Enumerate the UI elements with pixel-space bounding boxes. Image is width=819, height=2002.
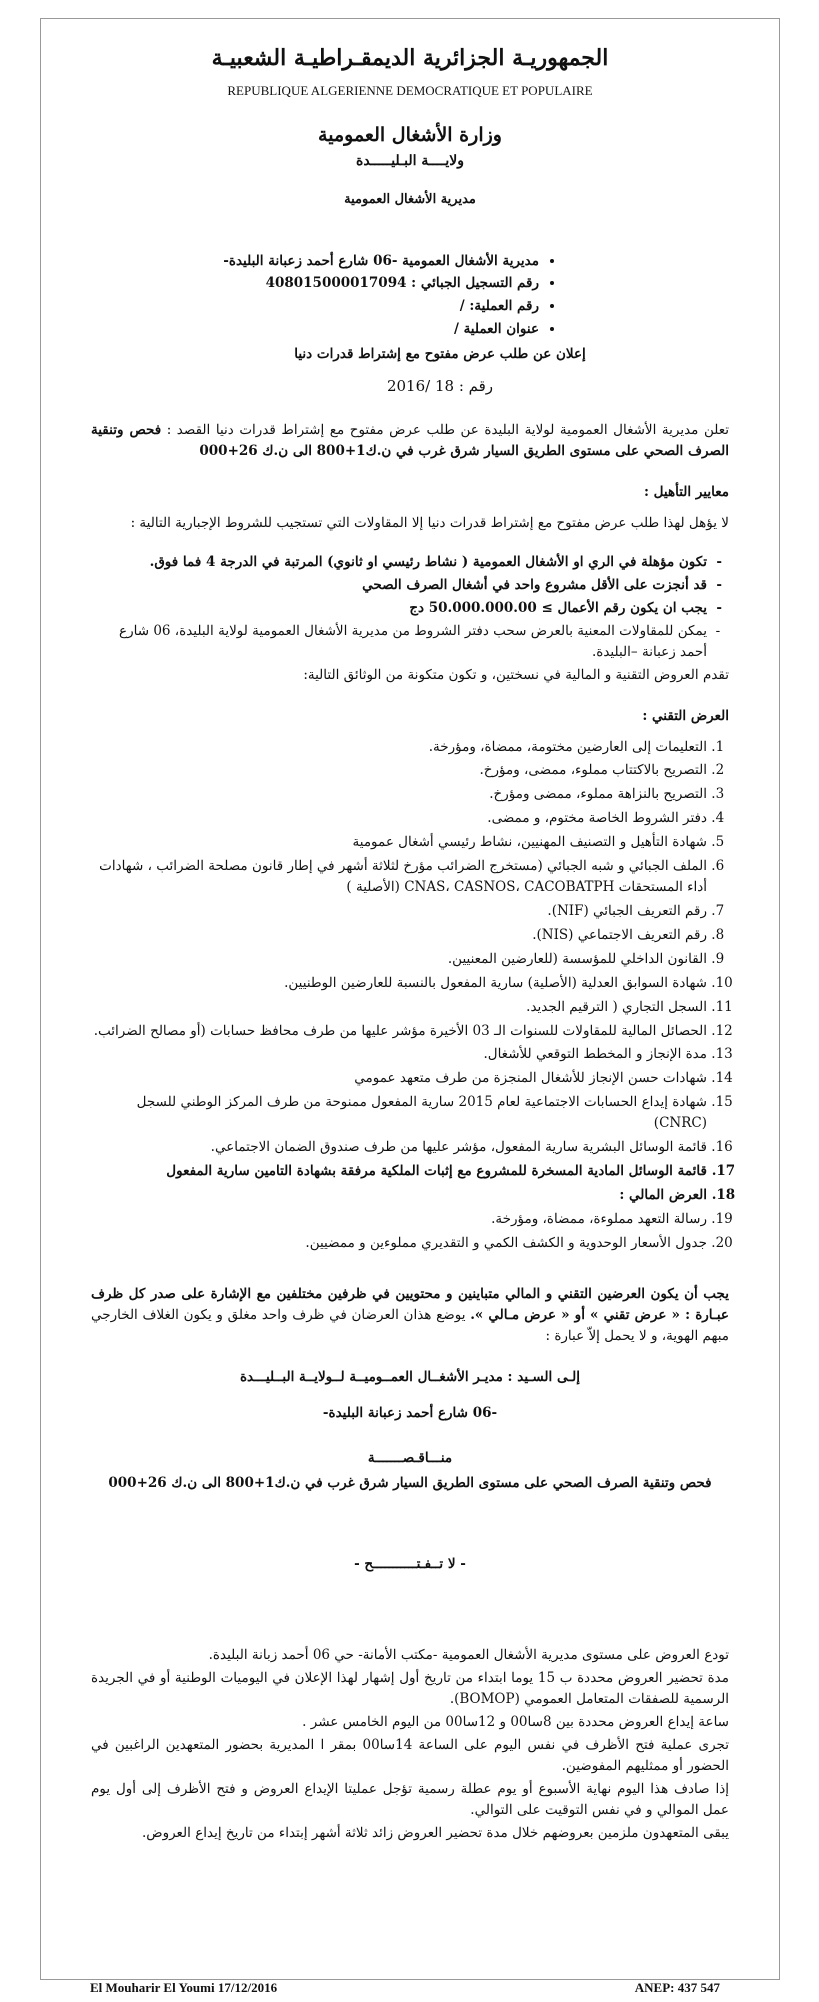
newspaper-date: El Mouharir El Youmi 17/12/2016 [90, 1980, 278, 1995]
criteria-list [91, 552, 729, 663]
technical-title: العرض التقني : [642, 707, 729, 724]
criteria-item: - تكون مؤهلة في الري او الأشغال العمومية ( نشاط رئيسي او ثانوي) المرتبة في الدرجة 4 فما فوق. [91, 552, 707, 573]
doc-item: 6. الملف الجبائي و شبه الجبائي (مستخرج الضرائب مؤرخ لثلاثة أشهر في إطار قانون مصلحة الضرائب ، شهادات أداء المستحقات CNAS، CASNOS، CACOBATPH (الأصلية ) [91, 856, 707, 898]
closing-notes [91, 1645, 729, 1843]
ministry-title: وزارة الأشغال العمومية [318, 124, 502, 147]
doc-item: 17. قائمة الوسائل المادية المسخرة للمشروع مع إثبات الملكية مرفقة بشهادة التامين سارية المفعول [91, 1161, 707, 1182]
anep-number: ANEP: 437 547 [634, 1980, 720, 1995]
doc-item: 16. قائمة الوسائل البشرية سارية المفعول، مؤشر عليها من طرف صندوق الضمان الاجتماعي. [91, 1137, 707, 1158]
doc-item: 15. شهادة إيداع الحسابات الاجتماعية لعام 2015 سارية المفعول ممنوحة من طرف المركز الوطني للسجل (CNRC) [91, 1092, 707, 1134]
doc-item: 20. جدول الأسعار الوحدوية و الكشف الكمي و التقديري مملوءين و ممضيين. [91, 1233, 707, 1254]
wilaya-title: ولايــــة البـليـــــدة [356, 152, 464, 169]
doc-item: 3. التصريح بالنزاهة مملوء، ممضى ومؤرخ. [91, 784, 707, 805]
closing-line: إذا صادف هذا اليوم نهاية الأسبوع أو يوم عطلة رسمية تؤجل عمليتا الإيداع العروض و فتح الأظرف إلى أول يوم عمل الموالي و في نفس التوقيت على التوالي. [91, 1780, 729, 1818]
closing-line: ساعة إيداع العروض محددة بين 8سا00 و 12سا00 من اليوم الخامس عشر . [302, 1713, 729, 1730]
announcement-page [40, 18, 780, 1980]
intro-subject: فحص وتنقية الصرف الصحي على مستوى الطريق السيار شرق غرب في ن.ك1+800 الى ن.ك 26+000 [91, 422, 729, 460]
closing-line: يبقى المتعهدون ملزمين بعروضهم خلال مدة تحضير العروض زائد ثلاثة أشهر إبتداء من تاريخ إيداع العروض. [141, 1824, 729, 1841]
criteria-item: - قد أنجزت على الأقل مشروع واحد في أشغال الصرف الصحي [91, 575, 707, 596]
doc-item: 11. السجل التجاري ( الترقيم الجديد. [91, 997, 707, 1018]
financial-offer-title: 18. العرض المالي : [91, 1185, 707, 1206]
doc-item: 7. رقم التعريف الجبائي (NIF). [91, 901, 707, 922]
republic-french: REPUBLIQUE ALGERIENNE DEMOCRATIQUE ET POPULAIRE [227, 83, 593, 99]
doc-item: 4. دفتر الشروط الخاصة مختوم، و ممضى. [91, 808, 707, 829]
doc-item: 5. شهادة التأهيل و التصنيف المهنيين، نشاط رئيسي أشغال عمومية [91, 832, 707, 853]
directorate-title: مديرية الأشغال العمومية [344, 192, 476, 208]
doc-item: 14. شهادات حسن الإنجاز للأشغال المنجزة من طرف متعهد عمومي [91, 1068, 707, 1089]
info-tax-number: • رقم التسجيل الجبائي : 408015000017094 [91, 273, 539, 294]
doc-item: 2. التصريح بالاكتتاب مملوء، ممضى، ومؤرخ. [91, 760, 707, 781]
criteria-after: تقدم العروض التقنية و المالية في نسختين، و تكون متكونة من الوثائق التالية: [303, 666, 729, 683]
criteria-lead: لا يؤهل لهذا طلب عرض مفتوح مع إشتراط قدرات دنيا إلا المقاولات التي تستجيب للشروط الإجبارية التالية : [130, 515, 729, 532]
closing-line: تودع العروض على مستوى مديرية الأشغال العمومية -مكتب الأمانة- حي 06 أحمد زبانة البليدة. [208, 1647, 729, 1664]
info-operation-title: • عنوان العملية / [91, 319, 539, 340]
closing-line: تجرى عملية فتح الأظرف في نفس اليوم على الساعة 14سا00 بمقر ا المديرية بحضور المتعهدين الراغبين في الحضور أو ممثليهم المفوضين. [91, 1736, 730, 1774]
info-operation-number: • رقم العملية: / [91, 296, 539, 317]
announcement-number: رقم : 18 /2016 [386, 377, 494, 396]
doc-item: 13. مدة الإنجاز و المخطط التوقعي للأشغال. [91, 1044, 707, 1065]
envelope-instructions [91, 1284, 729, 1347]
technical-list [91, 737, 729, 1254]
address-street: -06 شارع أحمد زعبانة البليدة- [322, 1405, 498, 1422]
doc-item: 10. شهادة السوابق العدلية (الأصلية) سارية المفعول بالنسبة للعارضين الوطنيين. [91, 973, 707, 994]
footer [40, 1980, 780, 1998]
criteria-item: - يمكن للمقاولات المعنية بالعرض سحب دفتر الشروط من مديرية الأشغال العمومية لولاية البليدة، 06 شارع أحمد زعبانة –البليدة. [91, 621, 707, 663]
envelope-bold: يجب أن يكون العرضين التقني و المالي متباينين و محتويين في ظرفين مختلفين مع الإشارة على صدر كل ظرف عبـارة : « عرض تقني » أو « عرض مـالي ». [91, 1285, 729, 1323]
address-recipient: إلـى السـيد : مديـر الأشغــال العمــوميــة لــولايــة البــليـــدة [239, 1368, 581, 1385]
intro-text: تعلن مديرية الأشغال العمومية لولاية البليدة عن طلب عرض مفتوح مع إشتراط قدرات دنيا القصد : [161, 422, 729, 439]
info-list [91, 251, 729, 341]
criteria-item: - يجب ان يكون رقم الأعمال ≥ 50.000.000.00 دج [91, 598, 707, 619]
tender-subject: فحص وتنقية الصرف الصحي على مستوى الطريق السيار شرق غرب في ن.ك1+800 الى ن.ك 26+000 [108, 1475, 712, 1492]
doc-item: 19. رسالة التعهد مملوءة، ممضاة، ومؤرخة. [91, 1209, 707, 1230]
closing-line: مدة تحضير العروض محددة ب 15 يوما ابتداء من تاريخ أول إشهار لهذا الإعلان في اليوميات الوطنية أو في الجريدة الرسمية للصفقات المتعامل العمومي (BOMOP). [91, 1670, 729, 1707]
republic-arabic: الجمهوريـة الجزائرية الديمقـراطيـة الشعبيـة [211, 45, 609, 71]
do-not-open: - لا تــفـتـــــــــــح - [354, 1556, 466, 1573]
doc-item: 8. رقم التعريف الاجتماعي (NIS). [91, 925, 707, 946]
doc-item: 12. الحصائل المالية للمقاولات للسنوات الـ 03 الأخيرة مؤشر عليها من طرف محافظ حسابات (أو مصالح الضرائب. [91, 1021, 707, 1042]
envelope-rest: يوضع هذان العرضان في ظرف واحد مغلق و يكون الغلاف الخارجي مبهم الهوية، و لا يحمل إلاّ عبارة : [91, 1306, 729, 1344]
info-address: • مديرية الأشغال العمومية -06 شارع أحمد زعبانة البليدة- [91, 251, 539, 272]
criteria-title: معايير التأهيل : [644, 484, 729, 501]
tender-label: منـــاقـصـــــــة [367, 1450, 453, 1467]
doc-item: 9. القانون الداخلي للمؤسسة (للعارضين المعنيين. [91, 949, 707, 970]
doc-item: 1. التعليمات إلى العارضين مختومة، ممضاة، ومؤرخة. [91, 737, 707, 758]
intro-paragraph [91, 420, 729, 462]
announcement-title: إعلان عن طلب عرض مفتوح مع إشتراط قدرات دنيا [294, 346, 586, 363]
